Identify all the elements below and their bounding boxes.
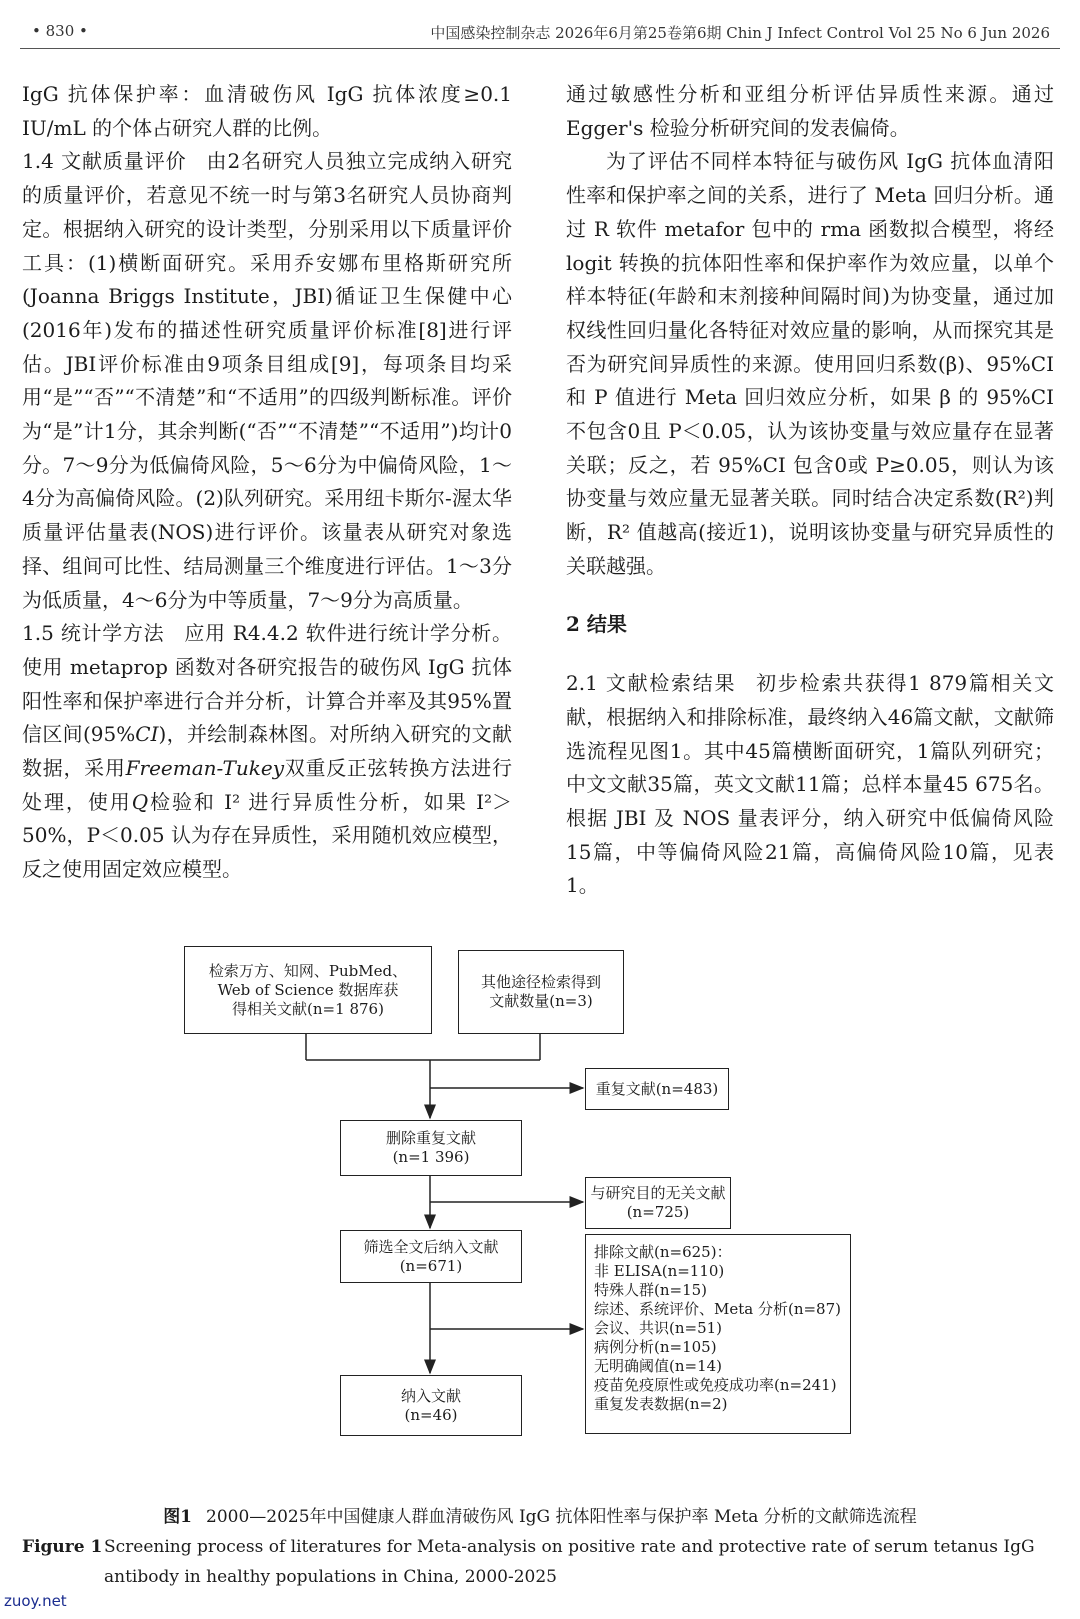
section-1-5-title: 1.5 统计学方法 <box>22 621 165 646</box>
section-1-5 <box>22 617 512 887</box>
box-fulltext-screen: 筛选全文后纳入文献 (n=671) <box>340 1230 522 1283</box>
paragraph-meta-regression: 为了评估不同样本特征与破伤风 IgG 抗体血清阳性率和保护率之间的关系，进行了 Meta 回归分析。通过 R 软件 metafor 包中的 rma 函数拟合模型，将经 logit 转换的抗体阳性率和保护率作为效应量，以单个样本特征(年龄和末剂接种间隔时间)为协变量，通过加权线性回归量化各特征对效应量的影响，从而探究其是否为研究间异质性的来源。使用回归系数(β)、95%CI 和 P 值进行 Meta 回归效应分析，如果 β 的 95%CI 不包含0且 P＜0.05，认为该协变量与效应量存在显著关联；反之，若 95%CI 包含0或 P≥0.05，则认为该协变量与效应量无显著关联。同时结合决定系数(R²)判断，R² 值越高(接近1)，说明该协变量与研究异质性的关联越强。 <box>566 149 1054 578</box>
section-2-1-body: 初步检索共获得1 879篇相关文献，根据纳入和排除标准，最终纳入46篇文献，文献筛选流程见图1。其中45篇横断面研究，1篇队列研究；中文文献35篇，英文文献11篇；总样本量45 675名。根据 JBI 及 NOS 量表评分，纳入研究中低偏倚风险15篇，中等偏倚风险21篇，高偏倚风险10篇，见表1。 <box>566 671 1054 898</box>
freeman-tukey-term: Freeman-Tukey <box>125 756 285 781</box>
section-1-4-body: 由2名研究人员独立完成纳入研究的质量评价，若意见不统一时与第3名研究人员协商判定。根据纳入研究的设计类型，分别采用以下质量评价工具：(1)横断面研究。采用乔安娜布里格斯研究所(Joanna Briggs Institute，JBI)循证卫生保健中心(2016年)发布的描述性研究质量评价标准[8]进行评估。JBI评价标准由9项条目组成[9]，每项条目均采用“是”“否”“不清楚”和“不适用”的四级判断标准。评价为“是”计1分，其余判断(“否”“不清楚”“不适用”)均计0分。7～9分为低偏倚风险，5～6分为中偏倚风险，1～4分为高偏倚风险。(2)队列研究。采用纽卡斯尔-渥太华质量评估量表(NOS)进行评价。该量表从研究对象选择、组间可比性、结局测量三个维度进行评估。1～3分为低质量，4～6分为中等质量，7～9分为高质量。 <box>22 149 512 612</box>
header-rule <box>20 48 1060 49</box>
section-2-1-title: 2.1 文献检索结果 <box>566 671 737 696</box>
section-1-4-title: 1.4 文献质量评价 <box>22 149 187 174</box>
box-irrelevant: 与研究目的无关文献 (n=725) <box>585 1177 731 1229</box>
section-1-4 <box>22 145 512 617</box>
q-term: Q <box>131 789 149 814</box>
paragraph-sensitivity: 通过敏感性分析和亚组分析评估异质性来源。通过 Egger's 检验分析研究间的发表偏倚。 <box>566 82 1054 140</box>
box-database-search: 检索万方、知网、PubMed、 Web of Science 数据库获 得相关文献(n=1 876) <box>184 946 432 1034</box>
box-duplicates: 重复文献(n=483) <box>585 1068 729 1110</box>
box-after-dedup: 删除重复文献 (n=1 396) <box>340 1120 522 1176</box>
figure-caption-cn-text: 2000—2025年中国健康人群血清破伤风 IgG 抗体阳性率与保护率 Meta 分析的文献筛选流程 <box>206 1507 917 1527</box>
right-column <box>566 78 1054 903</box>
section-2-title: 2 结果 <box>566 611 627 636</box>
ci-term: CI <box>135 722 159 747</box>
figure-caption-en <box>22 1532 1062 1592</box>
running-header <box>20 18 1060 48</box>
left-column <box>22 78 512 887</box>
box-excluded: 排除文献(n=625)： 非 ELISA(n=110) 特殊人群(n=15) 综述、系统评价、Meta 分析(n=87) 会议、共识(n=51) 病例分析(n=105) 无明确阈值(n=14) 疫苗免疫原性或免疫成功率(n=241) 重复发表数据(n=2) <box>585 1234 851 1434</box>
flowchart-figure <box>0 960 1080 1480</box>
section-1-5-body-c: 双重反正弦转换方法进行处理，使用 <box>22 756 513 814</box>
figure-label-en: Figure 1 <box>22 1537 103 1557</box>
box-included: 纳入文献 (n=46) <box>340 1375 522 1436</box>
journal-info: 中国感染控制杂志 2026年6月第25卷第6期 Chin J Infect Control Vol 25 No 6 Jun 2026 <box>430 24 1050 42</box>
watermark: zuoy.net <box>4 1592 67 1610</box>
section-1-5-body-d: 检验和 I² 进行异质性分析，如果 I²＞50%，P＜0.05 认为存在异质性，采用随机效应模型，反之使用固定效应模型。 <box>22 789 512 882</box>
figure-label-cn: 图1 <box>163 1507 193 1527</box>
paragraph-protection-rate: IgG 抗体保护率：血清破伤风 IgG 抗体浓度≥0.1 IU/mL 的个体占研究人群的比例。 <box>22 82 512 140</box>
figure-caption-cn <box>0 1502 1080 1527</box>
section-2-1 <box>566 667 1054 903</box>
section-1-5-body-a: 应用 R4.4.2 软件进行统计学分析。使用 metaprop 函数对各研究报告的破伤风 IgG 抗体阳性率和保护率进行合并分析，计算合并率及其95%置信区间(95% <box>22 621 512 747</box>
box-other-sources: 其他途径检索得到 文献数量(n=3) <box>458 950 624 1034</box>
page-number: • 830 • <box>32 22 88 40</box>
figure-caption-en-text: Screening process of literatures for Meta-analysis on positive rate and protective rate of serum tetanus IgG antibody in healthy populations in China, 2000-2025 <box>104 1537 1035 1587</box>
section-1-5-body-b: )，并绘制森林图。对所纳入研究的文献数据，采用 <box>22 722 512 781</box>
flowchart-connectors <box>0 960 1080 1480</box>
